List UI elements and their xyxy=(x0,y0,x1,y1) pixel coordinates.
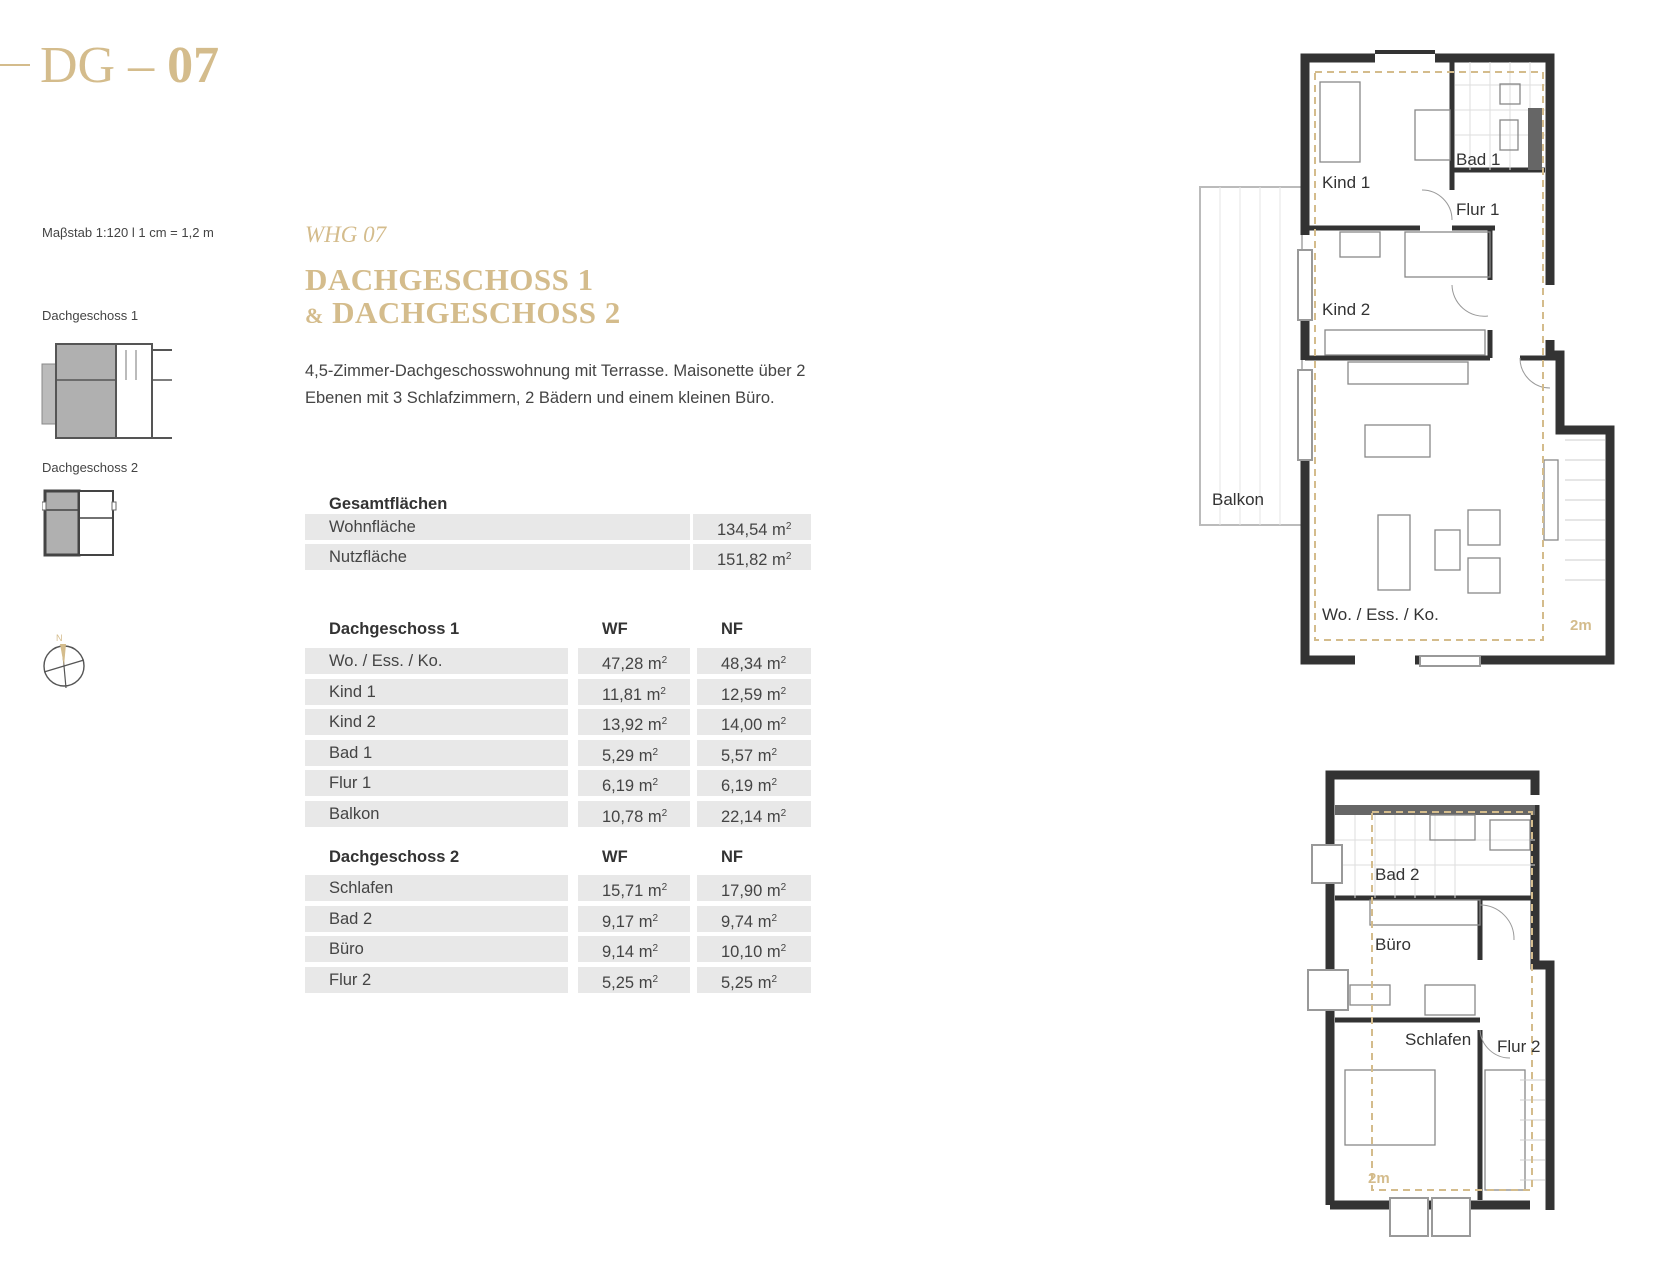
area-nf: 48,34 $m^2$ xyxy=(697,648,811,674)
area-nf: 17,90 $m^2$ xyxy=(697,875,811,901)
area-wf: 9,17 $m^2$ xyxy=(578,906,690,932)
dg1-heading: Dachgeschoss 1 xyxy=(329,620,460,638)
dg2-col-wf: WF xyxy=(602,848,628,866)
room-bad1: Bad 1 xyxy=(1456,150,1501,169)
room-wohnen: Wo. / Ess. / Ko. xyxy=(1322,605,1439,624)
area-nf: 5,57 $m^2$ xyxy=(697,740,811,766)
room-kind1: Kind 1 xyxy=(1322,173,1371,192)
area-label: Flur 2 xyxy=(305,967,568,993)
area-wf: 9,14 $m^2$ xyxy=(578,936,690,962)
area-nf: 10,10 $m^2$ xyxy=(697,936,811,962)
thumb-dg2-icon xyxy=(42,488,118,560)
unit-code xyxy=(40,36,219,95)
floor-plan-dg1 xyxy=(1190,40,1630,680)
apartment-description: 4,5-Zimmer-Dachgeschosswohnung mit Terrasse. Maisonette über 2 Ebenen mit 3 Schlafzimmern, 2 Bädern und einem kleinen Büro. xyxy=(305,362,806,407)
area-wf: 13,92 $m^2$ xyxy=(578,709,690,735)
area-nf: 14,00 $m^2$ xyxy=(697,709,811,735)
dg2-heading: Dachgeschoss 2 xyxy=(329,848,460,866)
area-label: Büro xyxy=(305,936,568,962)
room-flur1: Flur 1 xyxy=(1456,200,1500,219)
room-schlafen: Schlafen xyxy=(1405,1030,1472,1049)
room-buero: Büro xyxy=(1375,935,1411,954)
header-rule xyxy=(0,64,30,66)
marker-2m-dg2: 2m xyxy=(1368,1170,1390,1187)
thumb-dg2-label: Dachgeschoss 2 xyxy=(42,460,139,475)
area-label: Schlafen xyxy=(305,875,568,901)
area-wf: 11,81 $m^2$ xyxy=(578,679,690,705)
apartment-code: WHG 07 xyxy=(305,222,387,247)
area-label: Balkon xyxy=(305,801,568,827)
title-ampersand: & xyxy=(305,303,324,328)
north-label: N xyxy=(56,633,63,643)
area-label: Wo. / Ess. / Ko. xyxy=(305,648,568,674)
floor-plan-dg2 xyxy=(1300,760,1560,1240)
north-arrow-icon xyxy=(40,630,90,690)
totals-label: Nutzfläche xyxy=(305,544,690,570)
area-label: Bad 2 xyxy=(305,906,568,932)
dg1-col-wf: WF xyxy=(602,620,628,638)
area-label: Bad 1 xyxy=(305,740,568,766)
title-line2 xyxy=(305,295,621,331)
area-wf: 10,78 $m^2$ xyxy=(578,801,690,827)
balcony-area xyxy=(1200,187,1302,525)
area-wf: 5,29 $m^2$ xyxy=(578,740,690,766)
area-label: Kind 2 xyxy=(305,709,568,735)
area-nf: 22,14 $m^2$ xyxy=(697,801,811,827)
unit-code-prefix: DG – xyxy=(40,37,155,94)
marker-2m-dg1: 2m xyxy=(1570,617,1592,634)
totals-heading: Gesamtflächen xyxy=(329,495,448,513)
dg1-col-nf: NF xyxy=(721,620,743,638)
scale-label: Maβstab 1:120 l 1 cm = 1,2 m xyxy=(42,225,214,240)
area-nf: 5,25 $m^2$ xyxy=(697,967,811,993)
area-wf: 5,25 $m^2$ xyxy=(578,967,690,993)
area-label: Flur 1 xyxy=(305,770,568,796)
room-balkon: Balkon xyxy=(1212,490,1264,509)
totals-value: 151,82 $m^2$ xyxy=(693,544,811,570)
area-label: Kind 1 xyxy=(305,679,568,705)
title-line1: DACHGESCHOSS 1 xyxy=(305,262,594,297)
room-flur2: Flur 2 xyxy=(1497,1037,1541,1056)
thumb-dg1-icon xyxy=(40,340,172,442)
area-nf: 12,59 $m^2$ xyxy=(697,679,811,705)
thumb-dg1-label: Dachgeschoss 1 xyxy=(42,308,139,323)
dg2-col-nf: NF xyxy=(721,848,743,866)
area-nf: 9,74 $m^2$ xyxy=(697,906,811,932)
area-nf: 6,19 $m^2$ xyxy=(697,770,811,796)
area-wf: 47,28 $m^2$ xyxy=(578,648,690,674)
totals-value: 134,54 $m^2$ xyxy=(693,514,811,540)
title-line2-text: DACHGESCHOSS 2 xyxy=(332,295,621,330)
room-bad2: Bad 2 xyxy=(1375,865,1420,884)
area-wf: 6,19 $m^2$ xyxy=(578,770,690,796)
totals-label: Wohnfläche xyxy=(305,514,690,540)
unit-code-number: 07 xyxy=(167,37,220,94)
room-kind2: Kind 2 xyxy=(1322,300,1371,319)
area-wf: 15,71 $m^2$ xyxy=(578,875,690,901)
